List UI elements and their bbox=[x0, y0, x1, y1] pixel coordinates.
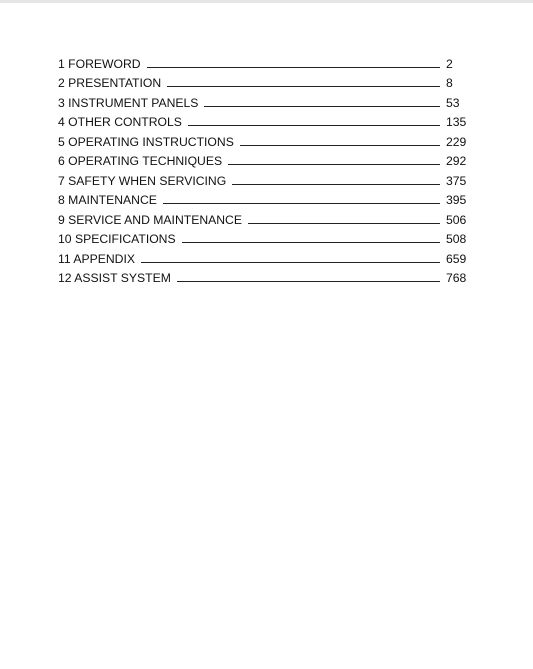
table-of-contents bbox=[58, 51, 470, 285]
toc-entry-page: 2 bbox=[446, 56, 453, 71]
toc-entry-instrument-panels[interactable] bbox=[58, 90, 470, 110]
toc-entry-operating-techniques[interactable] bbox=[58, 149, 470, 169]
toc-leader-line bbox=[228, 164, 440, 165]
toc-entry-title: 9 SERVICE AND MAINTENANCE bbox=[58, 212, 242, 227]
toc-entry-page: 229 bbox=[446, 134, 467, 149]
toc-leader-line bbox=[163, 203, 440, 204]
toc-entry-appendix[interactable] bbox=[58, 246, 470, 266]
toc-entry-title: 4 OTHER CONTROLS bbox=[58, 115, 182, 129]
toc-leader-line bbox=[167, 86, 440, 87]
toc-entry-title: 7 SAFETY WHEN SERVICING bbox=[58, 173, 227, 188]
toc-entry-title: 1 FOREWORD bbox=[58, 56, 141, 71]
viewer-top-border bbox=[0, 0, 533, 3]
toc-leader-line bbox=[147, 67, 440, 68]
toc-entry-foreword[interactable] bbox=[58, 51, 470, 71]
toc-entry-page: 375 bbox=[446, 173, 467, 188]
toc-entry-page: 506 bbox=[446, 212, 467, 227]
toc-entry-title: 3 INSTRUMENT PANELS bbox=[58, 95, 199, 110]
toc-leader-line bbox=[232, 184, 440, 185]
toc-entry-page: 53 bbox=[446, 95, 460, 110]
toc-entry-title: 5 OPERATING INSTRUCTIONS bbox=[58, 134, 234, 149]
toc-leader-line bbox=[177, 281, 440, 282]
toc-entry-assist-system[interactable] bbox=[58, 266, 470, 286]
toc-leader-line bbox=[188, 125, 440, 126]
toc-entry-page: 768 bbox=[446, 271, 467, 285]
toc-entry-title: 12 ASSIST SYSTEM bbox=[58, 271, 171, 285]
toc-entry-page: 395 bbox=[446, 193, 467, 207]
toc-entry-presentation[interactable] bbox=[58, 71, 470, 91]
toc-entry-other-controls[interactable] bbox=[58, 110, 470, 130]
toc-entry-page: 8 bbox=[446, 76, 453, 90]
toc-leader-line bbox=[248, 223, 440, 224]
toc-entry-title: 10 SPECIFICATIONS bbox=[58, 232, 176, 246]
toc-entry-page: 659 bbox=[446, 251, 467, 266]
toc-leader-line bbox=[204, 106, 440, 107]
toc-entry-service-and-maintenance[interactable] bbox=[58, 207, 470, 227]
toc-leader-line bbox=[182, 242, 440, 243]
toc-entry-page: 135 bbox=[446, 115, 467, 129]
toc-entry-page: 508 bbox=[446, 232, 467, 246]
toc-leader-line bbox=[141, 262, 440, 263]
toc-entry-title: 6 OPERATING TECHNIQUES bbox=[58, 154, 223, 168]
toc-entry-title: 8 MAINTENANCE bbox=[58, 193, 157, 207]
toc-entry-safety-when-servicing[interactable] bbox=[58, 168, 470, 188]
toc-entry-operating-instructions[interactable] bbox=[58, 129, 470, 149]
toc-entry-page: 292 bbox=[446, 154, 467, 168]
toc-entry-maintenance[interactable] bbox=[58, 188, 470, 208]
toc-entry-specifications[interactable] bbox=[58, 227, 470, 247]
toc-entry-title: 11 APPENDIX bbox=[58, 251, 135, 266]
toc-entry-title: 2 PRESENTATION bbox=[58, 76, 162, 90]
toc-leader-line bbox=[240, 145, 440, 146]
